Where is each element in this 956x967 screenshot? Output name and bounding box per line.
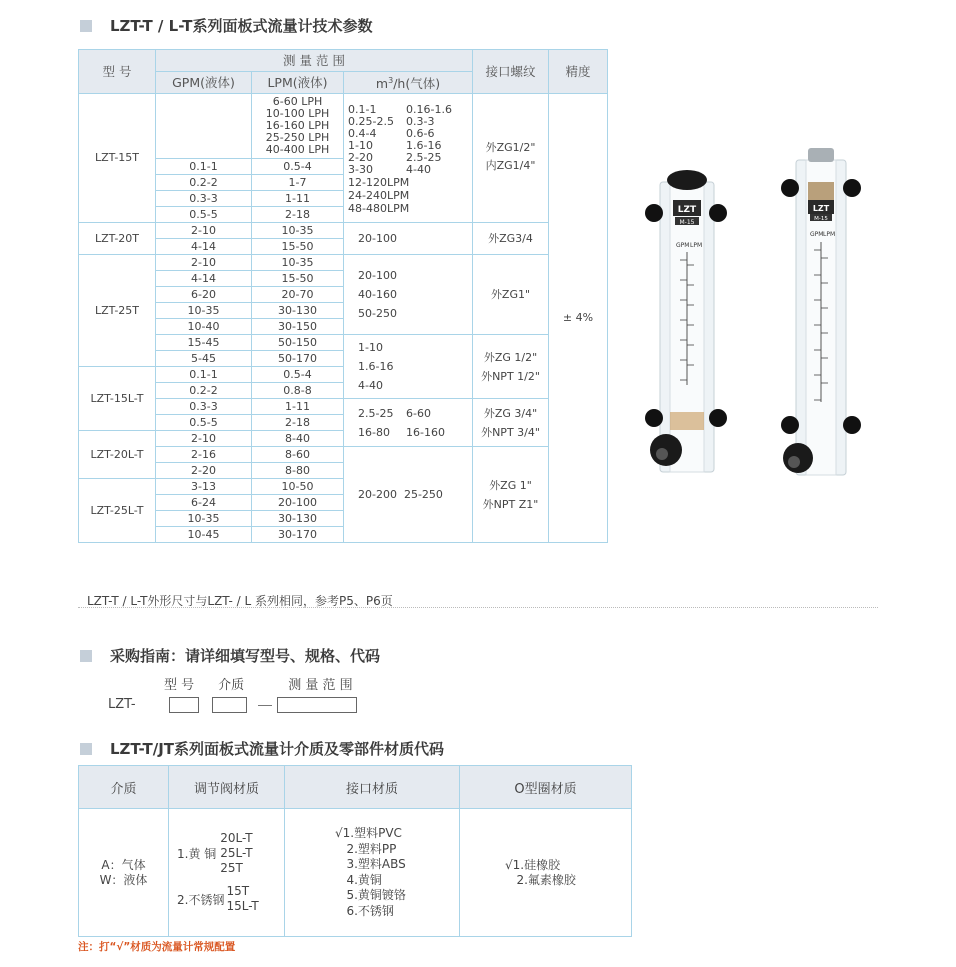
thread-cell: 外ZG1/2" 内ZG1/4" xyxy=(473,94,549,223)
lpm-cell: 30-150 xyxy=(252,319,344,335)
lpm-cell: 10-50 xyxy=(252,479,344,495)
accuracy-cell: ± 4% xyxy=(549,94,608,543)
lpm-cell: 20-100 xyxy=(252,495,344,511)
label-medium: 介质 xyxy=(218,678,245,693)
lpm-cell: 30-130 xyxy=(252,303,344,319)
section-title-text: 采购指南：请详细填写型号、规格、代码 xyxy=(110,647,381,665)
thread-cell: 外ZG 1" 外NPT Z1" xyxy=(473,447,549,543)
svg-text:LZT: LZT xyxy=(677,205,697,215)
lpm-cell: 15-50 xyxy=(252,239,344,255)
flowmeter-photo xyxy=(618,140,868,490)
svg-text:M-15: M-15 xyxy=(814,216,828,222)
lpm-cell: 1-11 xyxy=(252,191,344,207)
model-code-box xyxy=(169,697,199,713)
range-code-box xyxy=(277,697,357,713)
gpm-cell: 4-14 xyxy=(156,239,252,255)
gpm-cell: 10-40 xyxy=(156,319,252,335)
gpm-cell: 2-10 xyxy=(156,431,252,447)
svg-text:LPM: LPM xyxy=(690,242,703,249)
label-range: 测 量 范 围 xyxy=(288,678,353,693)
gpm-cell: 2-20 xyxy=(156,463,252,479)
gpm-cell: 6-20 xyxy=(156,287,252,303)
order-code-labels xyxy=(164,674,353,693)
header-oring: O型圈材质 xyxy=(460,766,632,809)
thread-cell: 外ZG 3/4" 外NPT 3/4" xyxy=(473,399,549,447)
flowmeter-1 xyxy=(645,170,727,472)
svg-text:GPM: GPM xyxy=(810,231,824,238)
header-gpm: GPM(液体) xyxy=(156,72,252,94)
gpm-cell: 15-45 xyxy=(156,335,252,351)
gpm-cell: 0.5-5 xyxy=(156,415,252,431)
config-note: 注：打“√”材质为流量计常规配置 xyxy=(78,941,236,953)
square-bullet-icon xyxy=(80,650,92,662)
lpm-cell: 0.5-4 xyxy=(252,159,344,175)
gas-range-cell: 0.1-1 0.25-2.5 0.4-4 1-10 2-20 3-30 0.16-1.6 0.3-3 0.6-6 1.6-16 2.5-25 4-40 12-120LPM 24-240LPM 48-480LPM xyxy=(344,94,473,223)
gpm-cell: 2-10 xyxy=(156,223,252,239)
lpm-cell: 0.5-4 xyxy=(252,367,344,383)
header-interface: 接口材质 xyxy=(285,766,460,809)
gpm-cell: 0.2-2 xyxy=(156,175,252,191)
gpm-cell: 10-35 xyxy=(156,511,252,527)
lpm-cell: 10-35 xyxy=(252,255,344,271)
header-m3h: $m^3/h$(气体) xyxy=(344,72,473,94)
oring-cell: √1.硅橡胶 2.氟素橡胶 xyxy=(460,809,632,937)
lpm-cell: 15-50 xyxy=(252,271,344,287)
section-title-materials xyxy=(80,738,444,759)
header-model: 型 号 xyxy=(79,50,156,94)
code-dash xyxy=(258,705,272,706)
thread-cell: 外ZG1" xyxy=(473,255,549,335)
material-table xyxy=(78,765,632,937)
section-title-text: LZT-T / L-T系列面板式流量计技术参数 xyxy=(110,17,373,35)
gas-range-cell: 20-100 xyxy=(344,223,473,255)
model-cell: LZT-25L-T xyxy=(79,479,156,543)
svg-text:M-15: M-15 xyxy=(679,219,695,226)
lpm-cell: 20-70 xyxy=(252,287,344,303)
header-accuracy: 精度 xyxy=(549,50,608,94)
model-cell: LZT-15L-T xyxy=(79,367,156,431)
lpm-cell: 6-60 LPH 10-100 LPH 16-160 LPH 25-250 LPH 40-400 LPH xyxy=(252,94,344,159)
gpm-cell: 2-10 xyxy=(156,255,252,271)
medium-cell: A：气体 W：液体 xyxy=(79,809,169,937)
lpm-cell: 50-150 xyxy=(252,335,344,351)
square-bullet-icon xyxy=(80,743,92,755)
header-valve: 调节阀材质 xyxy=(169,766,285,809)
svg-text:GPM: GPM xyxy=(676,242,690,249)
lpm-cell: 2-18 xyxy=(252,207,344,223)
gas-range-cell: 1-10 1.6-16 4-40 xyxy=(344,335,473,399)
header-range: 测 量 范 围 xyxy=(156,50,473,72)
gpm-cell: 0.3-3 xyxy=(156,399,252,415)
model-cell: LZT-20T xyxy=(79,223,156,255)
gpm-cell: 10-35 xyxy=(156,303,252,319)
gpm-cell: 0.1-1 xyxy=(156,367,252,383)
lpm-cell: 1-7 xyxy=(252,175,344,191)
medium-code-box xyxy=(212,697,247,713)
section-title-specs xyxy=(80,15,372,36)
thread-cell: 外ZG 1/2" 外NPT 1/2" xyxy=(473,335,549,399)
header-thread: 接口螺纹 xyxy=(473,50,549,94)
gpm-cell: 3-13 xyxy=(156,479,252,495)
gpm-cell: 0.5-5 xyxy=(156,207,252,223)
gpm-cell: 10-45 xyxy=(156,527,252,543)
gas-range-cell: 20-200 25-250 xyxy=(344,447,473,543)
lpm-cell: 30-170 xyxy=(252,527,344,543)
svg-text:LPM: LPM xyxy=(823,231,836,238)
header-medium: 介质 xyxy=(79,766,169,809)
order-code-prefix: LZT- xyxy=(108,697,136,712)
dimension-note: LZT-T / L-T外形尺寸与LZT- / L 系列相同，参考P5、P6页 xyxy=(87,594,393,608)
gas-range-cell: 2.5-25 6-60 16-80 16-160 xyxy=(344,399,473,447)
lpm-cell: 8-60 xyxy=(252,447,344,463)
svg-text:LZT: LZT xyxy=(812,204,830,213)
lpm-cell: 50-170 xyxy=(252,351,344,367)
model-cell: LZT-25T xyxy=(79,255,156,367)
gpm-cell: 5-45 xyxy=(156,351,252,367)
gpm-cell: 0.1-1 xyxy=(156,159,252,175)
flowmeter-2 xyxy=(781,148,861,475)
gas-range-cell: 20-100 40-160 50-250 xyxy=(344,255,473,335)
lpm-cell: 8-40 xyxy=(252,431,344,447)
lpm-cell: 2-18 xyxy=(252,415,344,431)
interface-cell: √1.塑料PVC 2.塑料PP 3.塑料ABS 4.黄铜 5.黄铜镀铬 6.不锈钢 xyxy=(285,809,460,937)
gpm-cell: 6-24 xyxy=(156,495,252,511)
gpm-cell: 4-14 xyxy=(156,271,252,287)
lpm-cell: 10-35 xyxy=(252,223,344,239)
gpm-cell: 2-16 xyxy=(156,447,252,463)
gpm-cell: 0.2-2 xyxy=(156,383,252,399)
gpm-cell xyxy=(156,94,252,159)
model-cell: LZT-15T xyxy=(79,94,156,223)
lpm-cell: 30-130 xyxy=(252,511,344,527)
lpm-cell: 8-80 xyxy=(252,463,344,479)
divider xyxy=(78,607,878,608)
thread-cell: 外ZG3/4 xyxy=(473,223,549,255)
header-lpm: LPM(液体) xyxy=(252,72,344,94)
square-bullet-icon xyxy=(80,20,92,32)
spec-table xyxy=(78,49,608,543)
lpm-cell: 0.8-8 xyxy=(252,383,344,399)
model-cell: LZT-20L-T xyxy=(79,431,156,479)
label-model: 型 号 xyxy=(164,678,195,693)
lpm-cell: 1-11 xyxy=(252,399,344,415)
valve-cell: 1.黄 铜 20L-T 25L-T 25T 2.不锈钢 15T 15L-T xyxy=(169,809,285,937)
section-title-guide xyxy=(80,645,380,666)
gpm-cell: 0.3-3 xyxy=(156,191,252,207)
section-title-text: LZT-T/JT系列面板式流量计介质及零部件材质代码 xyxy=(110,740,445,758)
